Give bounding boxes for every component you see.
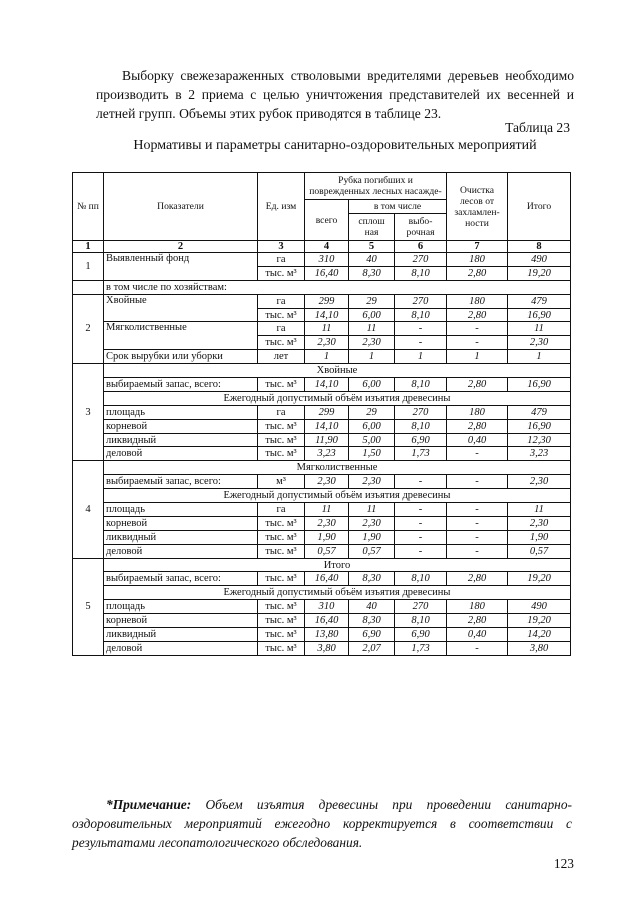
section-caption: в том числе по хозяйствам: xyxy=(104,280,571,294)
section-title: Хвойные xyxy=(104,364,571,378)
cell-clear: 6,90 xyxy=(349,628,395,642)
row-unit: тыс. м³ xyxy=(258,600,305,614)
cell-clear: 1 xyxy=(349,350,395,364)
section-number: 2 xyxy=(73,294,104,363)
row-unit: тыс. м³ xyxy=(258,419,305,433)
cell-cleaning: 2,80 xyxy=(447,266,508,280)
cell-clear: 29 xyxy=(349,294,395,308)
cell-clear: 2,30 xyxy=(349,475,395,489)
row-label: Хвойные xyxy=(104,294,258,322)
section-caption-row xyxy=(73,280,571,294)
section-subtitle-row xyxy=(73,391,571,405)
row-unit: тыс. м³ xyxy=(258,266,305,280)
table-row xyxy=(73,447,571,461)
section-title: Мягколиственные xyxy=(104,461,571,475)
section-number: 1 xyxy=(73,253,104,281)
cell-cleaning: - xyxy=(447,322,508,336)
cell-selective: 270 xyxy=(395,405,447,419)
norms-table xyxy=(72,172,571,656)
column-numbers-row xyxy=(73,241,571,253)
row-unit: га xyxy=(258,294,305,308)
cell-total: 14,10 xyxy=(305,378,349,392)
cell-cleaning: - xyxy=(447,516,508,530)
cell-total: 16,40 xyxy=(305,572,349,586)
cell-total: 0,57 xyxy=(305,544,349,558)
section-title-row xyxy=(73,364,571,378)
cell-total: 14,10 xyxy=(305,419,349,433)
row-label: деловой xyxy=(104,544,258,558)
cell-sum: 14,20 xyxy=(508,628,571,642)
cell-sum: 16,90 xyxy=(508,419,571,433)
row-unit: га xyxy=(258,503,305,517)
col-number: 5 xyxy=(349,241,395,253)
cell-clear: 2,07 xyxy=(349,641,395,655)
section-subtitle: Ежегодный допустимый объём изъятия древесины xyxy=(104,586,571,600)
col-number: 8 xyxy=(508,241,571,253)
cell-clear: 5,00 xyxy=(349,433,395,447)
col-number: 4 xyxy=(305,241,349,253)
footnote-text: Объем изъятия древесины при проведении санитарно-оздоровительных мероприятий ежегодно корректируется в соответствии с результатами лесопатологического обследования. xyxy=(72,797,572,850)
cell-total: 16,40 xyxy=(305,266,349,280)
table-row xyxy=(73,641,571,655)
cell-clear: 1,90 xyxy=(349,530,395,544)
cell-selective: 1,73 xyxy=(395,447,447,461)
row-unit: тыс. м³ xyxy=(258,516,305,530)
page-number: 123 xyxy=(553,856,574,871)
cell-total: 1 xyxy=(305,350,349,364)
table-row xyxy=(73,322,571,336)
row-unit: м³ xyxy=(258,475,305,489)
header-total: всего xyxy=(305,200,349,241)
cell-total: 310 xyxy=(305,600,349,614)
row-label: ликвидный xyxy=(104,628,258,642)
header-num: № пп xyxy=(73,173,104,241)
row-unit: тыс. м³ xyxy=(258,433,305,447)
cell-cleaning: 180 xyxy=(447,405,508,419)
cell-cleaning: 2,80 xyxy=(447,572,508,586)
row-label: выбираемый запас, всего: xyxy=(104,475,258,489)
section-number: 5 xyxy=(73,558,104,655)
cell-sum: 479 xyxy=(508,294,571,308)
cell-total: 2,30 xyxy=(305,336,349,350)
row-label: корневой xyxy=(104,614,258,628)
cell-sum: 19,20 xyxy=(508,614,571,628)
cell-selective: - xyxy=(395,516,447,530)
cell-sum: 2,30 xyxy=(508,475,571,489)
cell-total: 11 xyxy=(305,322,349,336)
cell-total: 13,80 xyxy=(305,628,349,642)
cell-selective: 6,90 xyxy=(395,433,447,447)
cell-sum: 490 xyxy=(508,253,571,267)
cell-total: 299 xyxy=(305,294,349,308)
cell-total: 16,40 xyxy=(305,614,349,628)
cell-total: 11,90 xyxy=(305,433,349,447)
cell-cleaning: 2,80 xyxy=(447,308,508,322)
section-subtitle-row xyxy=(73,586,571,600)
row-unit: га xyxy=(258,253,305,267)
cell-clear: 8,30 xyxy=(349,614,395,628)
cell-sum: 3,80 xyxy=(508,641,571,655)
table-number: Таблица 23 xyxy=(505,120,570,135)
cell-selective: 8,10 xyxy=(395,266,447,280)
cell-clear: 6,00 xyxy=(349,419,395,433)
cell-sum: 11 xyxy=(508,322,571,336)
cell-cleaning: 2,80 xyxy=(447,378,508,392)
row-label: ликвидный xyxy=(104,530,258,544)
header-clear: сплош ная xyxy=(349,214,395,241)
cell-clear: 8,30 xyxy=(349,266,395,280)
table-row xyxy=(73,294,571,308)
header-felling: Рубка погибших и поврежденных лесных насажде- xyxy=(305,173,447,200)
row-unit: тыс. м³ xyxy=(258,530,305,544)
cell-clear: 11 xyxy=(349,322,395,336)
section-title-row xyxy=(73,558,571,572)
cell-sum: 16,90 xyxy=(508,308,571,322)
cell-sum: 3,23 xyxy=(508,447,571,461)
cell-cleaning: 1 xyxy=(447,350,508,364)
row-label: площадь xyxy=(104,405,258,419)
cell-clear: 1,50 xyxy=(349,447,395,461)
cell-total: 11 xyxy=(305,503,349,517)
cell-total: 1,90 xyxy=(305,530,349,544)
cell-selective: 8,10 xyxy=(395,614,447,628)
cell-selective: - xyxy=(395,475,447,489)
cell-selective: 270 xyxy=(395,253,447,267)
cell-selective: - xyxy=(395,322,447,336)
row-label: площадь xyxy=(104,600,258,614)
cell-clear: 29 xyxy=(349,405,395,419)
cell-selective: - xyxy=(395,336,447,350)
row-unit: тыс. м³ xyxy=(258,378,305,392)
table-row xyxy=(73,378,571,392)
cell-clear: 11 xyxy=(349,503,395,517)
cell-clear: 6,00 xyxy=(349,308,395,322)
section-number: 4 xyxy=(73,461,104,558)
row-label: деловой xyxy=(104,447,258,461)
row-label: выбираемый запас, всего: xyxy=(104,572,258,586)
footnote-label: *Примечание: xyxy=(106,797,192,812)
col-number: 1 xyxy=(73,241,104,253)
cell-clear: 2,30 xyxy=(349,336,395,350)
section-number: 3 xyxy=(73,364,104,461)
table-row xyxy=(73,503,571,517)
row-unit: га xyxy=(258,322,305,336)
col-number: 2 xyxy=(104,241,258,253)
cell-cleaning: 180 xyxy=(447,600,508,614)
row-label: выбираемый запас, всего: xyxy=(104,378,258,392)
row-label: деловой xyxy=(104,641,258,655)
table-row xyxy=(73,405,571,419)
cell-total: 299 xyxy=(305,405,349,419)
cell-cleaning: 180 xyxy=(447,253,508,267)
cell-clear: 6,00 xyxy=(349,378,395,392)
cell-sum: 1 xyxy=(508,350,571,364)
cell-sum: 1,90 xyxy=(508,530,571,544)
row-unit: лет xyxy=(258,350,305,364)
row-unit: тыс. м³ xyxy=(258,572,305,586)
cell-clear: 2,30 xyxy=(349,516,395,530)
section-subtitle-row xyxy=(73,489,571,503)
table-row xyxy=(73,419,571,433)
cell-sum: 16,90 xyxy=(508,378,571,392)
cell-clear: 40 xyxy=(349,600,395,614)
intro-paragraph: Выборку свежезараженных стволовыми вредителями деревьев необходимо производить в 2 приема с целью уничтожения представителей их весенней и летней групп. Объемы этих рубок приводятся в таблице 23. xyxy=(96,68,574,121)
cell-selective: - xyxy=(395,544,447,558)
header-sum: Итого xyxy=(508,173,571,241)
cell-sum: 479 xyxy=(508,405,571,419)
table-row xyxy=(73,350,571,364)
cell-sum: 19,20 xyxy=(508,266,571,280)
row-unit: тыс. м³ xyxy=(258,614,305,628)
header-selective: выбо-рочная xyxy=(395,214,447,241)
cell-sum: 19,20 xyxy=(508,572,571,586)
cell-selective: 8,10 xyxy=(395,378,447,392)
col-number: 6 xyxy=(395,241,447,253)
row-label: корневой xyxy=(104,516,258,530)
cell-sum: 2,30 xyxy=(508,336,571,350)
cell-selective: 8,10 xyxy=(395,572,447,586)
cell-cleaning: - xyxy=(447,641,508,655)
table-row xyxy=(73,253,571,267)
row-unit: тыс. м³ xyxy=(258,641,305,655)
row-label: Срок вырубки или уборки xyxy=(104,350,258,364)
cell-clear: 8,30 xyxy=(349,572,395,586)
cell-sum: 0,57 xyxy=(508,544,571,558)
header-row xyxy=(73,173,571,200)
cell-cleaning: - xyxy=(447,336,508,350)
cell-selective: - xyxy=(395,503,447,517)
cell-sum: 12,30 xyxy=(508,433,571,447)
table-row xyxy=(73,600,571,614)
row-label: корневой xyxy=(104,419,258,433)
col-number: 3 xyxy=(258,241,305,253)
header-including: в том числе xyxy=(349,200,447,214)
cell-cleaning: 0,40 xyxy=(447,433,508,447)
cell-selective: - xyxy=(395,530,447,544)
row-unit: тыс. м³ xyxy=(258,336,305,350)
table-row xyxy=(73,516,571,530)
table-title: Нормативы и параметры санитарно-оздоровительных мероприятий xyxy=(133,138,537,153)
cell-clear: 0,57 xyxy=(349,544,395,558)
cell-cleaning: 2,80 xyxy=(447,614,508,628)
cell-total: 310 xyxy=(305,253,349,267)
row-label: Выявленный фонд xyxy=(104,253,258,281)
row-unit: тыс. м³ xyxy=(258,308,305,322)
section-title-row xyxy=(73,461,571,475)
cell-sum: 11 xyxy=(508,503,571,517)
header-indicator: Показатели xyxy=(104,173,258,241)
section-subtitle: Ежегодный допустимый объём изъятия древесины xyxy=(104,391,571,405)
table-row xyxy=(73,433,571,447)
cell-total: 3,80 xyxy=(305,641,349,655)
cell-clear: 40 xyxy=(349,253,395,267)
header-unit: Ед. изм xyxy=(258,173,305,241)
row-unit: тыс. м³ xyxy=(258,447,305,461)
cell-cleaning: 2,80 xyxy=(447,419,508,433)
cell-cleaning: 0,40 xyxy=(447,628,508,642)
cell-cleaning: - xyxy=(447,503,508,517)
row-unit: тыс. м³ xyxy=(258,544,305,558)
cell-cleaning: 180 xyxy=(447,294,508,308)
cell-cleaning: - xyxy=(447,447,508,461)
table-row xyxy=(73,530,571,544)
table-row xyxy=(73,544,571,558)
table-row xyxy=(73,628,571,642)
cell-cleaning: - xyxy=(447,475,508,489)
cell-sum: 2,30 xyxy=(508,516,571,530)
cell-cleaning: - xyxy=(447,544,508,558)
cell-total: 2,30 xyxy=(305,475,349,489)
cell-selective: 1,73 xyxy=(395,641,447,655)
row-label: площадь xyxy=(104,503,258,517)
header-cleaning: Очистка лесов от захламлен-ности xyxy=(447,173,508,241)
section-subtitle: Ежегодный допустимый объём изъятия древесины xyxy=(104,489,571,503)
cell-selective: 270 xyxy=(395,294,447,308)
cell-selective: 270 xyxy=(395,600,447,614)
table-row xyxy=(73,614,571,628)
row-unit: га xyxy=(258,405,305,419)
cell-total: 14,10 xyxy=(305,308,349,322)
cell-selective: 1 xyxy=(395,350,447,364)
table-row xyxy=(73,475,571,489)
cell-total: 2,30 xyxy=(305,516,349,530)
footnote xyxy=(72,795,572,852)
row-unit: тыс. м³ xyxy=(258,628,305,642)
cell-sum: 490 xyxy=(508,600,571,614)
cell-selective: 6,90 xyxy=(395,628,447,642)
row-label: ликвидный xyxy=(104,433,258,447)
row-label: Мягколиственные xyxy=(104,322,258,350)
col-number: 7 xyxy=(447,241,508,253)
cell-selective: 8,10 xyxy=(395,308,447,322)
cell-cleaning: - xyxy=(447,530,508,544)
cell-selective: 8,10 xyxy=(395,419,447,433)
cell-total: 3,23 xyxy=(305,447,349,461)
table-row xyxy=(73,572,571,586)
section-title: Итого xyxy=(104,558,571,572)
